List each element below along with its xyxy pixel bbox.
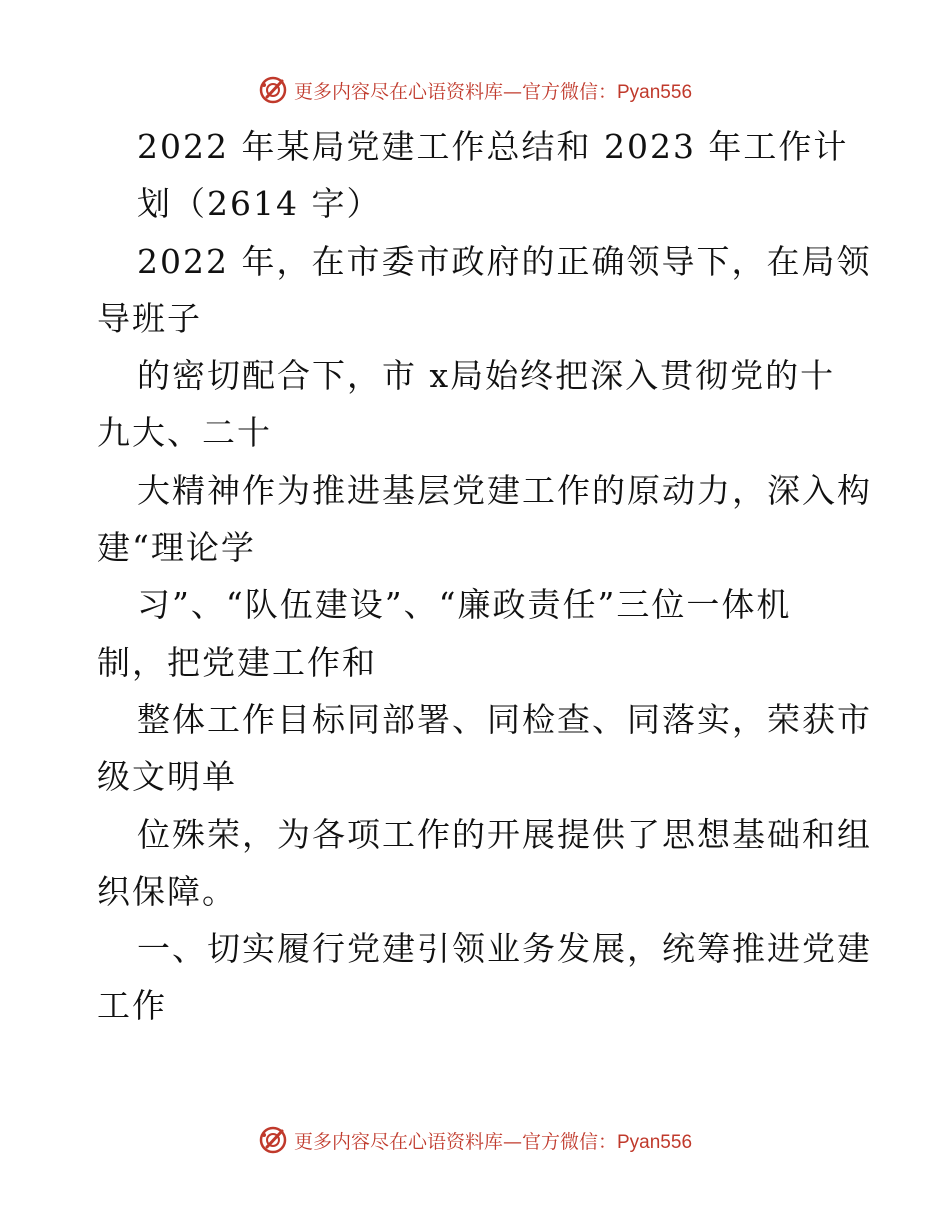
- brand-logo-icon: [258, 1125, 288, 1155]
- brand-logo-icon: [258, 75, 288, 105]
- watermark-text: 更多内容尽在心语资料库—官方微信：Pyan556: [293, 1130, 693, 1153]
- text-line: 的密切配合下，市 x局始终把深入贯彻党的十: [137, 356, 836, 396]
- watermark-handle: Pyan556: [617, 81, 693, 103]
- text-line: 划（2614 字）: [137, 184, 382, 224]
- text-line: 建“理论学: [97, 528, 256, 568]
- text-line: 位殊荣，为各项工作的开展提供了思想基础和组: [137, 814, 872, 854]
- text-line: 九大、二十: [97, 413, 272, 453]
- text-line: 整体工作目标同部署、同检查、同落实，荣获市: [137, 699, 872, 739]
- text-line: 织保障。: [97, 871, 237, 911]
- text-line: 习”、“队伍建设”、“廉政责任”三位一体机: [137, 585, 792, 625]
- watermark-header: [0, 70, 950, 110]
- watermark-footer: [0, 1120, 950, 1160]
- text-line: 大精神作为推进基层党建工作的原动力，深入构: [137, 470, 872, 510]
- text-line: 工作: [97, 986, 167, 1026]
- watermark-handle: Pyan556: [617, 1131, 693, 1153]
- text-line: 2022 年某局党建工作总结和 2023 年工作计: [137, 127, 849, 166]
- text-line: 级文明单: [97, 757, 237, 797]
- text-line: 导班子: [97, 298, 202, 338]
- document-body: [97, 118, 872, 1035]
- text-line: 2022 年，在市委市政府的正确领导下，在局领: [137, 241, 872, 281]
- watermark-text: 更多内容尽在心语资料库—官方微信：Pyan556: [293, 80, 693, 103]
- text-line: 制，把党建工作和: [97, 642, 377, 682]
- text-line: 一、切实履行党建引领业务发展，统筹推进党建: [137, 929, 872, 969]
